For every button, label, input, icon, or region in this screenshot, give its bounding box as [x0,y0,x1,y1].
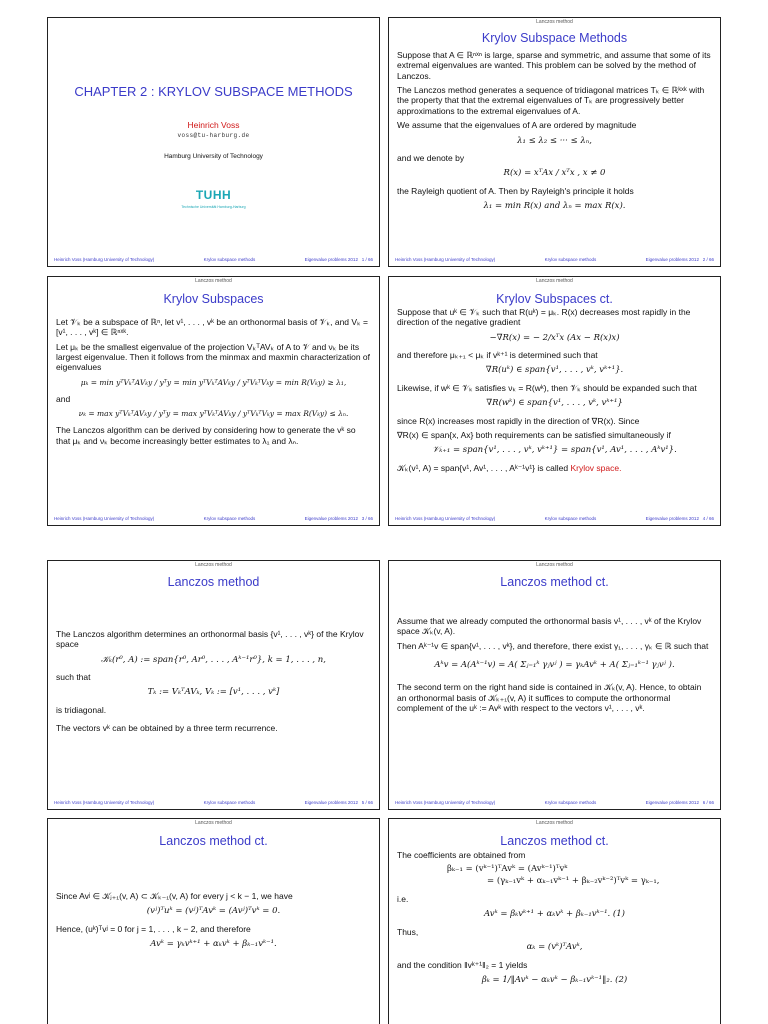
text-line: i.e. [397,894,409,905]
slide-body [397,307,712,477]
text-line: Likewise, if wᵏ ∈ 𝒱ₖ satisfies νₖ = R(wᵏ), then 𝒱ₖ should be expanded such that [397,382,697,393]
section-label: Lanczos method [536,19,573,25]
text-line: The Lanczos method generates a sequence of tridiagonal matrices Tₖ ∈ ℝᵏˣᵏ with the property that that the extremal eigenvalues of Tₖ are progressively better approximations to the extremal eigenvalues of A. [397,85,705,116]
section-label: Lanczos method [536,820,573,826]
slide-2 [388,17,721,267]
section-label: Lanczos method [536,562,573,568]
text-line: and therefore μₖ₊₁ < μₖ if vᵏ⁺¹ is determined such that [397,350,598,361]
slide-title: Krylov Subspaces ct. [496,292,613,306]
equation: βₖ = 1/‖Avᵏ − αₖvᵏ − βₖ₋₁vᵏ⁻¹‖₂. (2) [481,974,628,985]
text-line: Let μₖ be the smallest eigenvalue of the projection VₖᵀAVₖ of A to 𝒱 and νₖ be its largest eigenvalue. Then it follows from the minmax and maxmin characterization of eigenvalues [56,341,371,373]
slide-footer: Heinrich Voss (Hamburg University of Technology) Krylov subspace methods Eigenvalue problems 2012 5 / 66 [54,800,373,805]
equation: λ₁ ≤ λ₂ ≤ ··· ≤ λₙ, [517,135,592,146]
institution: Hamburg University of Technology [164,153,263,160]
text-line: and we denote by [397,152,465,163]
slide-title: Lanczos method ct. [500,834,609,848]
text-line: since R(x) increases most rapidly in the direction of ∇R(x). Since [397,415,640,426]
equation: βₖ₋₁ = (vᵏ⁻¹)ᵀAvᵏ = (Avᵏ⁻¹)ᵀvᵏ [447,864,568,875]
slide-body [56,629,371,738]
text-line: The Lanczos algorithm can be derived by considering how to generate the vᵏ so that μₖ and νₖ become increasingly better estimates to λ₁ and λₙ. [56,425,356,446]
equation: αₖ = (vᵏ)ᵀAvᵏ, [526,942,583,953]
slide-7 [47,818,380,1024]
text-line: Then Aᵏ⁻¹v ∈ span{v¹, . . . , vᵏ}, and therefore, there exist γ₁, . . . , γₖ ∈ ℝ such that [397,640,709,651]
slide-body [397,50,712,218]
slide-title: Krylov Subspace Methods [481,31,628,45]
slide-footer: Heinrich Voss (Hamburg University of Technology) Krylov subspace methods Eigenvalue problems 2012 1 / 66 [54,257,373,262]
tuhh-logo: TUHH Technische Universität Hamburg-Harburg [181,188,246,209]
slide-1 [47,17,380,267]
text-line: Assume that we already computed the orthonormal basis v¹, . . . , vᵏ of the Krylov space 𝒦ₖ(v, A). [397,616,702,637]
slide-3 [47,276,380,526]
text-line: 𝒦ₖ(v¹, A) = span{v¹, Av¹, . . . , Aᵏ⁻¹v¹} is called Krylov space. [397,462,622,473]
slide-footer: Heinrich Voss (Hamburg University of Technology) Krylov subspace methods Eigenvalue problems 2012 3 / 66 [54,516,373,521]
text-line: The Lanczos algorithm determines an orthonormal basis {v¹, . . . , vᵏ} of the Krylov space [56,629,364,650]
text-line: Let 𝒱ₖ be a subspace of ℝⁿ, let v¹, . . . , vᵏ be an orthonormal basis of 𝒱ₖ, and Vₖ = [v¹, . . . , vᵏ] ∈ ℝⁿˣᵏ. [56,317,369,338]
equation: λ₁ = min R(x) and λₙ = max R(x). [483,200,626,211]
equation: ∇R(uᵏ) ∈ span{v¹, . . . , vᵏ, vᵏ⁺¹}. [485,365,624,376]
text-line: The coefficients are obtained from [397,850,526,860]
slide-body [397,616,712,718]
slide-5 [47,560,380,810]
slide-title: Lanczos method ct. [500,575,609,589]
cover-title: CHAPTER 2 : KRYLOV SUBSPACE METHODS [74,84,353,99]
slide-title: Lanczos method ct. [159,834,268,848]
equation: Tₖ := VₖᵀAVₖ, Vₖ := [v¹, . . . , vᵏ] [147,687,280,698]
slide-footer: Heinrich Voss (Hamburg University of Technology) Krylov subspace methods Eigenvalue problems 2012 4 / 66 [395,516,714,521]
author-email: voss@tu-harburg.de [177,132,250,139]
text-line: ∇R(x) ∈ span{x, Ax} both requirements can be satisfied simultaneously if [397,429,671,440]
slide-footer: Heinrich Voss (Hamburg University of Technology) Krylov subspace methods Eigenvalue problems 2012 2 / 66 [395,257,714,262]
section-label: Lanczos method [195,820,232,826]
text-line: and the condition ‖vᵏ⁺¹‖₂ = 1 yields [397,959,528,970]
author-name: Heinrich Voss [187,120,240,130]
text-line: We assume that the eigenvalues of A are ordered by magnitude [397,120,637,131]
equation: −∇R(x) = − 2/xᵀx (Ax − R(x)x) [489,332,620,343]
text-line: the Rayleigh quotient of A. Then by Rayleigh's principle it holds [397,185,634,196]
text-line: is tridiagonal. [56,704,107,715]
equation: R(x) = xᵀAx / xᵀx , x ≠ 0 [503,168,606,179]
slide-title: Lanczos method [167,575,260,589]
text-line: Suppose that uᵏ ∈ 𝒱ₖ such that R(uᵏ) = μₖ. R(x) decreases most rapidly in the direction of the negative gradient [397,307,691,328]
slide-footer: Heinrich Voss (Hamburg University of Technology) Krylov subspace methods Eigenvalue problems 2012 6 / 66 [395,800,714,805]
equation: = (γₖ₋₁vᵏ + αₖ₋₁vᵏ⁻¹ + βₖ₋₂vᵏ⁻²)ᵀvᵏ = γₖ₋₁, [487,875,660,886]
text-line: Since Avʲ ∈ 𝒦ⱼ₊₁(v, A) ⊂ 𝒦ₖ₋₁(v, A) for every j < k − 1, we have [56,891,293,901]
slide-8 [388,818,721,1024]
equation: 𝒱ₖ₊₁ = span{v¹, . . . , vᵏ, vᵏ⁺¹} = span{v¹, Av¹, . . . , Aᵏv¹}. [432,445,677,456]
slide-body [397,850,712,992]
slide-4 [388,276,721,526]
equation: νₖ = max yᵀVₖᵀAVₖy / yᵀy = max yᵀVₖᵀAVₖy / yᵀVₖᵀVₖy = max R(Vₖy) ≤ λₙ. [78,409,349,419]
slide-title: Krylov Subspaces [163,292,264,306]
equation: Avᵏ = βₖvᵏ⁺¹ + αₖvᵏ + βₖ₋₁vᵏ⁻¹. (1) [484,909,625,920]
section-label: Lanczos method [195,562,232,568]
text-line: such that [56,672,91,683]
equation: ∇R(wᵏ) ∈ span{v¹, . . . , vᵏ, vᵏ⁺¹} [486,398,623,409]
section-label: Lanczos method [536,278,573,284]
krylov-space-highlight: Krylov space. [570,462,622,473]
equation: μₖ = min yᵀVₖᵀAVₖy / yᵀy = min yᵀVₖᵀAVₖy / yᵀVₖᵀVₖy = min R(Vₖy) ≥ λ₁, [80,377,347,387]
text-line: Thus, [397,926,419,937]
equation: Avᵏ = γₖvᵏ⁺¹ + αₖvᵏ + βₖ₋₁vᵏ⁻¹. [150,939,277,950]
text-line: and [56,393,71,404]
equation: 𝒦ₖ(r⁰, A) := span{r⁰, Ar⁰, . . . , Aᵏ⁻¹r⁰}, k = 1, . . . , n, [101,654,326,665]
equation: (vʲ)ᵀuᵏ = (vʲ)ᵀAvᵏ = (Avʲ)ᵀvᵏ = 0. [146,906,281,917]
text-line: Suppose that A ∈ ℝⁿˣⁿ is large, sparse and symmetric, and assume that some of its extremal eigenvalues are wanted. This problem can be solved by the method of Lanczos. [397,50,711,81]
text-line: The vectors vᵏ can be obtained by a three term recurrence. [56,723,278,734]
equation: Aᵏv = A(Aᵏ⁻¹v) = A( Σⱼ₌₁ᵏ γⱼvʲ ) = γₖAvᵏ + A( Σⱼ₌₁ᵏ⁻¹ γⱼvʲ ). [434,660,675,671]
slide-body [56,891,371,956]
section-label: Lanczos method [195,278,232,284]
text-line: Hence, (uᵏ)ᵀvʲ = 0 for j = 1, . . . , k − 2, and therefore [56,923,251,934]
slide-6 [388,560,721,810]
text-line: The second term on the right hand side is contained in 𝒦ₖ(v, A). Hence, to obtain an orthonormal basis of 𝒦ₖ₊₁(v, A) it suffices to compute the orthonormal complement of the uᵏ := Avᵏ with respect to the vectors v¹, . . . , vᵏ. [397,682,702,714]
slide-body [56,317,371,450]
